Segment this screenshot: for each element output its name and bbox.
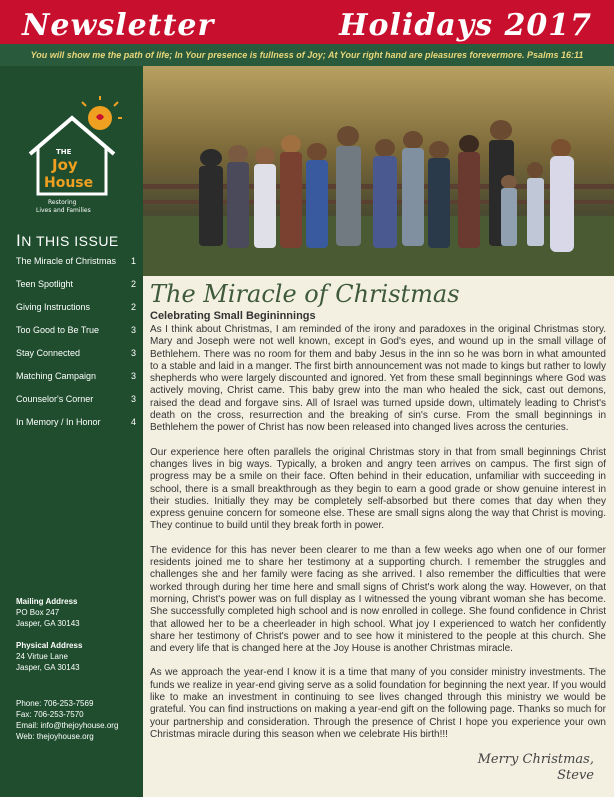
- article-subhead: Celebrating Small Begininnings: [150, 310, 316, 322]
- toc-item[interactable]: Counselor's Corner 3: [16, 394, 136, 404]
- toc-item[interactable]: The Miracle of Christmas 1: [16, 256, 136, 266]
- article-paragraph: As we approach the year-end I know it is a time that many of you consider ministry investments. The funds we realize in year-end giving serve as a solid foundation for beginning the next year. If you would like to make an investment in continuing to see lives changed through this ministry we would be grateful. You can find instructions on making a year-end gift on the following page. Thanks so much for your partnership and consideration. Through the presence of Christ I hope you experience your own Christmas miracle during this season when we celebrate His birth!!!: [150, 667, 606, 740]
- header-banner: [0, 0, 614, 66]
- signature-name: Steve: [557, 768, 594, 783]
- signature-closing: Merry Christmas,: [477, 752, 594, 767]
- family-photo: [143, 66, 614, 276]
- logo-joy: Joy: [52, 156, 78, 174]
- physical-address: Physical Address 24 Virtue Lane Jasper, GA 30143: [16, 641, 83, 672]
- article-paragraph: As I think about Christmas, I am reminded of the irony and paradoxes in the original Christmas story. Mary and Joseph were not well known, except in God's eyes, and wound up in the small village of Bethlehem. There was no room for them and baby Jesus in the inn so he was born in what amounted to a stable and laid in a manger. The first birth announcement was not made to kings but rather to lowly shepherds who were largely discounted and ignored. Yet from these small beginnings where God was actively moving, Christ came. This baby grew into the man who healed the sick, cast out demons, raised the dead and forgave sins. All of Israel was turned upside down, ultimately leading to Christ's death on the cross, resurrection and the breaking of sin's curse. From the small beginnings in Bethlehem the power of Christ has now been released into changed lives across the centuries.: [150, 324, 606, 434]
- contact-info: Phone: 706-253-7569 Fax: 706-253-7570 Email: info@thejoyhouse.org Web: thejoyhouse.org: [16, 699, 119, 741]
- article-paragraph: The evidence for this has never been clearer to me than a few weeks ago when one of our former residents joined me to share her testimony at a supporting church. I remember the struggles and challenges she and her family were facing as she arrived. I also remember the difficulties that were worked through during her time here and small signs of Christ's work along the way. However, on that morning, Christ's power was on full display as I witnessed the young vibrant woman she has become. She successfully completed high school and is now enrolled in college. She found confidence in Christ that allowed her to be a cheerleader in high school. What joy I experienced to watch her confidently share her testimony of Christ's power and to see how it ministered to the people at this church. She and every life that is changed here at the Joy House is another Christmas miracle.: [150, 544, 606, 655]
- issue-date-title: Holidays 2017: [339, 8, 592, 43]
- newsletter-title: Newsletter: [22, 8, 215, 43]
- toc-item[interactable]: Too Good to Be True 3: [16, 325, 136, 335]
- family-group-image: [143, 66, 614, 276]
- article-paragraph: Our experience here often parallels the original Christmas story in that from small beginnings Christ changes lives in big ways. Typically, a broken and angry teen arrives on campus. The first sign of progress may be a smile on their face. Often behind in their education, unfamiliar with succeeding in school, there is a small breakthrough as they begin to earn a good grade or show genuine interest in their studies. Initially they may be completely self-absorbed but there comes that day when they express genuine concern for someone else. These are small signs along the way that Christ is moving. They continue to build until they break forth in power.: [150, 446, 606, 532]
- article: [150, 280, 606, 753]
- toc-item[interactable]: Giving Instructions 2: [16, 302, 136, 312]
- logo-tag-line2: Lives and Families: [36, 207, 91, 214]
- toc-item[interactable]: Teen Spotlight 2: [16, 279, 136, 289]
- sidebar: [0, 66, 143, 797]
- web-link[interactable]: Web: thejoyhouse.org: [16, 732, 94, 741]
- toc-item[interactable]: Stay Connected 3: [16, 348, 136, 358]
- table-of-contents: [16, 256, 136, 440]
- email-link[interactable]: Email: info@thejoyhouse.org: [16, 721, 119, 730]
- mailing-address: Mailing Address PO Box 247 Jasper, GA 30143: [16, 597, 80, 628]
- logo-house: House: [44, 175, 94, 191]
- scripture-verse: You will show me the path of life; In Your presence is fullness of Joy; At Your right hand are pleasures forevermore. Psalms 16:11: [30, 50, 584, 60]
- signature: [478, 752, 594, 784]
- toc-item[interactable]: In Memory / In Honor 4: [16, 417, 136, 427]
- article-title: The Miracle of Christmas: [150, 280, 460, 308]
- toc-item[interactable]: Matching Campaign 3: [16, 371, 136, 381]
- in-this-issue-heading: IN THIS ISSUE: [16, 231, 119, 250]
- logo-tag-line1: Restoring: [48, 199, 77, 206]
- joy-house-logo: [22, 96, 122, 216]
- house-logo-icon: [22, 96, 122, 216]
- logo-the: THE: [56, 148, 72, 156]
